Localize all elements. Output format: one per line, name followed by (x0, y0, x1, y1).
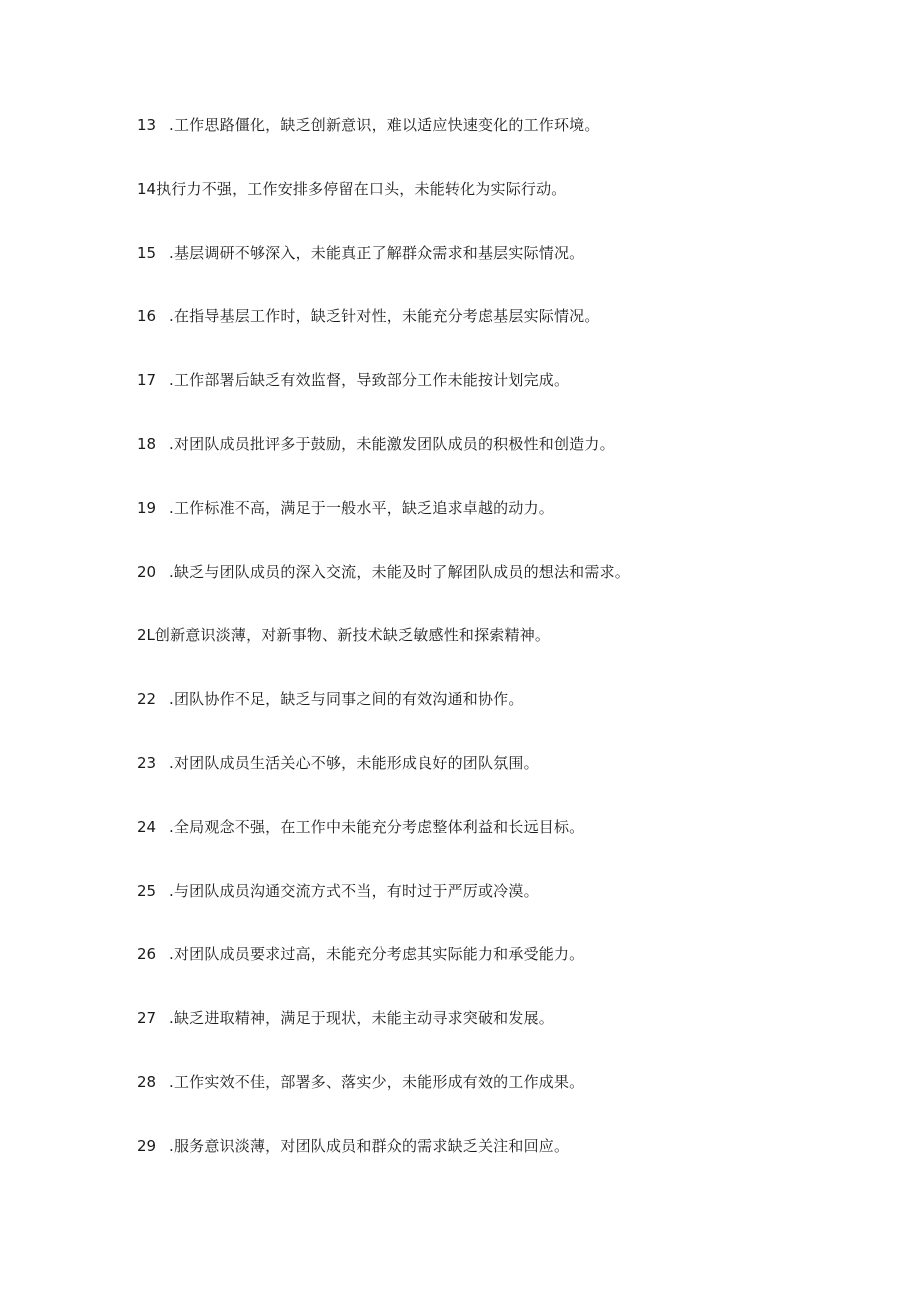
item-number: 25 (137, 881, 157, 900)
list-item (137, 878, 857, 942)
list-item (137, 1133, 857, 1197)
item-number: 24 (137, 817, 157, 836)
item-text: .工作思路僵化，缺乏创新意识，难以适应快速变化的工作环境。 (169, 116, 600, 134)
item-text: 执行力不强，工作安排多停留在口头，未能转化为实际行动。 (156, 179, 567, 198)
item-number: 23 (137, 753, 157, 772)
item-text: .对团队成员要求过高，未能充分考虑其实际能力和承受能力。 (169, 945, 585, 964)
item-number: 16 (137, 307, 157, 326)
item-text: .工作实效不佳，部署多、落实少，未能形成有效的工作成果。 (169, 1072, 585, 1091)
item-number: 2L (137, 626, 155, 645)
item-number: 29 (137, 1136, 157, 1155)
item-number: 15 (137, 243, 157, 262)
item-number: 27 (137, 1009, 157, 1028)
item-text: .工作标准不高，满足于一般水平，缺乏追求卓越的动力。 (169, 498, 554, 517)
item-number: 17 (137, 371, 157, 390)
item-number: 13 (137, 116, 157, 134)
list-item (137, 431, 857, 495)
list-item (137, 176, 857, 240)
item-text: .服务意识淡薄，对团队成员和群众的需求缺乏关注和回应。 (169, 1136, 570, 1155)
list-item (137, 814, 857, 878)
item-number: 20 (137, 562, 157, 581)
item-text: .团队协作不足，缺乏与同事之间的有效沟通和协作。 (169, 690, 524, 709)
list-item (137, 1005, 857, 1069)
list-item (137, 941, 857, 1005)
item-text: .对团队成员批评多于鼓励，未能激发团队成员的积极性和创造力。 (169, 434, 615, 453)
item-number: 22 (137, 690, 157, 709)
list-item (137, 367, 857, 431)
item-text: .基层调研不够深入，未能真正了解群众需求和基层实际情况。 (169, 243, 585, 262)
item-number: 26 (137, 945, 157, 964)
item-text: .与团队成员沟通交流方式不当，有时过于严厉或冷漠。 (169, 881, 539, 900)
item-text: .缺乏进取精神，满足于现状，未能主动寻求突破和发展。 (169, 1009, 554, 1028)
list-item (137, 303, 857, 367)
item-text: .对团队成员生活关心不够，未能形成良好的团队氛围。 (169, 753, 539, 772)
list-item (137, 559, 857, 623)
list-item (137, 750, 857, 814)
numbered-list (137, 112, 857, 1197)
item-text: .全局观念不强，在工作中未能充分考虑整体利益和长远目标。 (169, 817, 585, 836)
list-item (137, 686, 857, 750)
item-text: .缺乏与团队成员的深入交流，未能及时了解团队成员的想法和需求。 (169, 562, 630, 581)
list-item (137, 495, 857, 559)
list-item (137, 622, 857, 686)
list-item (137, 1069, 857, 1133)
item-number: 14 (137, 179, 157, 198)
item-number: 18 (137, 434, 157, 453)
item-text: .工作部署后缺乏有效监督，导致部分工作未能按计划完成。 (169, 371, 570, 390)
list-item (137, 112, 857, 176)
list-item (137, 240, 857, 304)
item-number: 28 (137, 1072, 157, 1091)
item-text: 创新意识淡薄，对新事物、新技术缺乏敏感性和探索精神。 (154, 626, 551, 645)
item-number: 19 (137, 498, 157, 517)
item-text: .在指导基层工作时，缺乏针对性，未能充分考虑基层实际情况。 (169, 307, 600, 326)
